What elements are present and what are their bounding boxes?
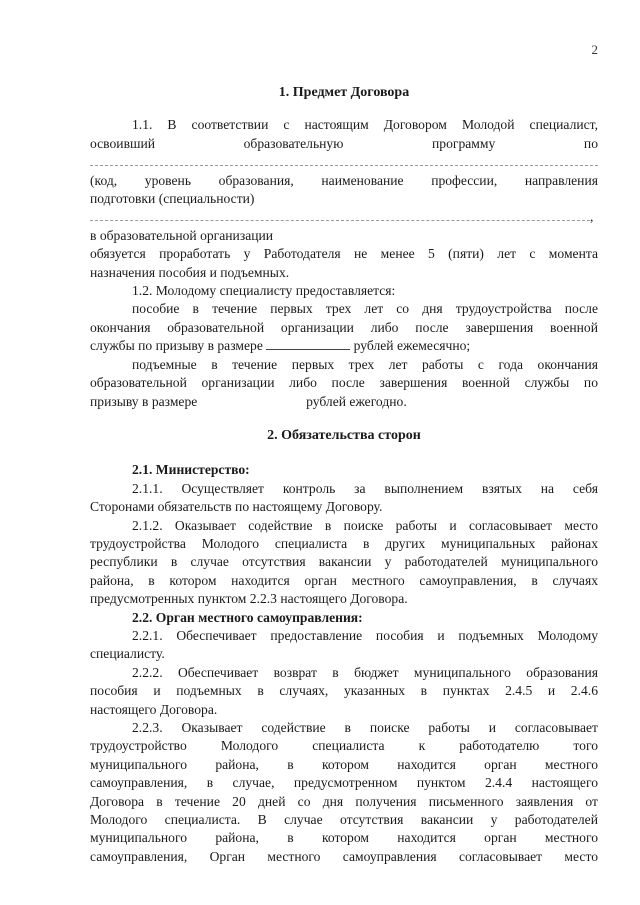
paragraph-line: в образовательной организации <box>90 227 274 243</box>
paragraph-line: предусмотренных пунктом 2.2.3 настоящего Договора. <box>90 591 408 607</box>
paragraph-line: 2.2.2. Обеспечивает возврат в бюджет муниципального образования <box>132 664 598 680</box>
paragraph-line: самоуправления, в случае, предусмотренном пунктом 2.4.4 настоящего <box>90 775 598 791</box>
paragraph-line: муниципального района, в котором находится орган местного <box>90 756 598 772</box>
paragraph-line: подъемные в течение первых трех лет работы с года окончания <box>132 356 598 372</box>
paragraph-line: пособие в течение первых трех лет со дня трудоустройства после <box>132 301 598 317</box>
paragraph-line: трудоустройство Молодого специалиста к работодателю того <box>90 738 598 754</box>
page-number: 2 <box>591 42 598 57</box>
paragraph-line: специалисту. <box>90 646 165 662</box>
paragraph-line: настоящего Договора. <box>90 701 218 717</box>
text: службы по призыву в размере <box>90 338 263 354</box>
comma: , <box>590 209 594 225</box>
paragraph-line: окончания образовательной организации либо после завершения военной <box>90 319 598 335</box>
paragraph-line: 2.2.1. Обеспечивает предоставление пособия и подъемных Молодому <box>132 627 598 643</box>
amount-blank <box>266 349 350 350</box>
document-body <box>90 84 598 866</box>
section-1-heading: 1. Предмет Договора <box>278 85 410 100</box>
subsection-heading: 2.2. Орган местного самоуправления: <box>132 609 363 625</box>
paragraph-line <box>90 393 598 411</box>
paragraph-line: освоивший образовательную программу по <box>90 135 598 151</box>
paragraph-line: 1.1. В соответствии с настоящим Договором Молодой специалист, <box>132 117 598 133</box>
text: рублей ежегодно. <box>306 393 407 409</box>
paragraph-line: Сторонами обязательств по настоящему Договору. <box>90 499 383 515</box>
text: рублей ежемесячно; <box>353 338 471 354</box>
paragraph-line: 2.1.2. Оказывает содействие в поиске работы и согласовывает место <box>132 517 598 533</box>
paragraph-line: 2.1.1. Осуществляет контроль за выполнением взятых на себя <box>132 480 598 496</box>
paragraph-line: подготовки (специальности) <box>90 191 255 207</box>
subsection-heading: 2.1. Министерство: <box>132 462 250 478</box>
paragraph-line: муниципального района, в котором находится орган местного <box>90 830 598 846</box>
paragraph-line: Договора в течение 20 дней со дня получения письменного заявления от <box>90 793 598 809</box>
paragraph-line: самоуправления, Орган местного самоуправления согласовывает место <box>90 848 598 864</box>
text: призыву в размере <box>90 393 198 409</box>
paragraph-line: 1.2. Молодому специалисту предоставляется: <box>132 283 396 299</box>
blank-line <box>90 153 598 171</box>
paragraph-line: (код, уровень образования, наименование профессии, направления <box>90 172 598 188</box>
paragraph-line: 2.2.3. Оказывает содействие в поиске работы и согласовывает <box>132 720 598 735</box>
paragraph-line: района, в котором находится орган местного самоуправления, в случаях <box>90 572 598 588</box>
paragraph-line <box>90 337 598 355</box>
blank-line <box>90 208 598 226</box>
paragraph-line: Молодого специалиста. В случае отсутствия вакансии у работодателей <box>90 812 598 828</box>
section-2-heading: 2. Обязательства сторон <box>267 427 421 443</box>
paragraph-line: обязуется проработать у Работодателя не менее 5 (пяти) лет с момента <box>90 246 598 262</box>
paragraph-line: республики в случае отсутствия вакансии у работодателей муниципального <box>90 554 598 570</box>
paragraph-line: образовательной организации либо после завершения военной службы по <box>90 375 598 391</box>
paragraph-line: трудоустройства Молодого специалиста в других муниципальных районах <box>90 535 598 551</box>
paragraph-line: назначения пособия и подъемных. <box>90 264 290 280</box>
paragraph-line: пособия и подъемных в случаях, указанных в пунктах 2.4.5 и 2.4.6 <box>90 683 598 699</box>
